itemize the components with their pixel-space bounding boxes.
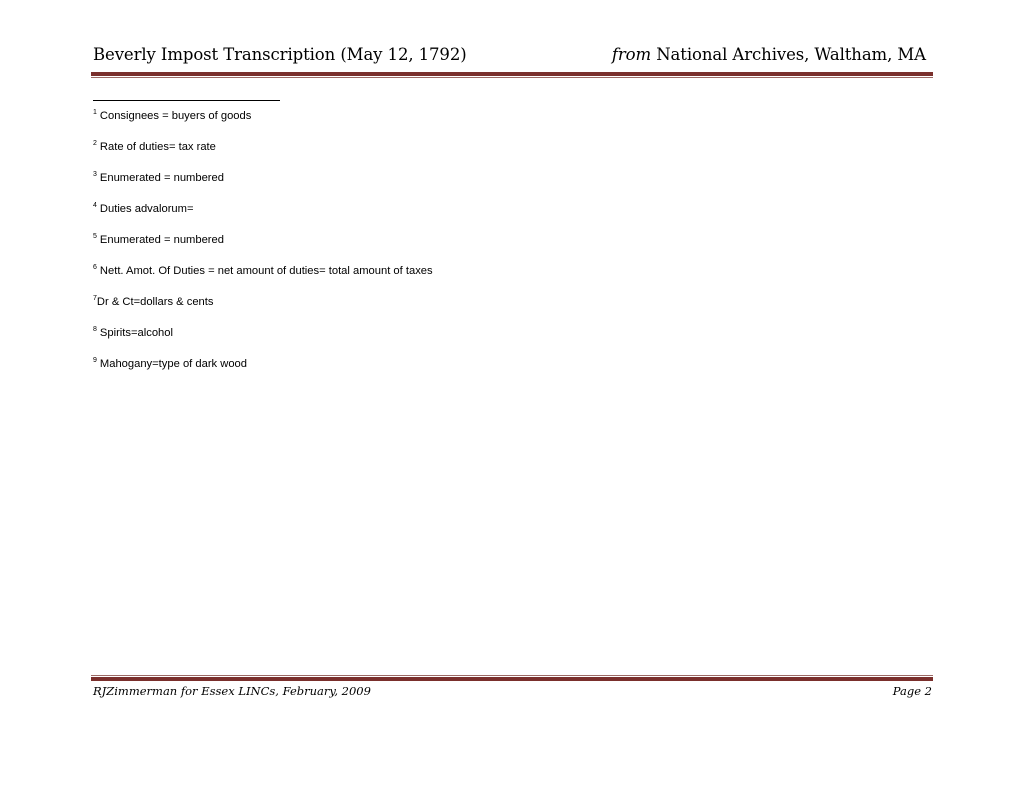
footnote-marker: 1 (93, 109, 97, 116)
footnote-3 (93, 170, 693, 201)
footnote-8 (93, 325, 693, 356)
page-footer (93, 684, 932, 700)
footnote-text: Enumerated = numbered (99, 234, 224, 246)
footnote-6 (93, 263, 693, 294)
footnote-marker: 2 (93, 140, 97, 147)
source-attribution (612, 45, 926, 64)
footnote-text: Duties advalorum= (99, 203, 194, 215)
footnote-marker: 7 (93, 295, 97, 302)
footnote-separator (93, 100, 280, 101)
footnote-4 (93, 201, 693, 232)
footnote-text: Rate of duties= tax rate (99, 141, 216, 153)
footer-credit: RJZimmerman for Essex LINCs, February, 2009 (93, 684, 371, 698)
document-title: Beverly Impost Transcription (May 12, 1792) (93, 45, 467, 64)
page-header (93, 45, 932, 71)
footnote-text: Spirits=alcohol (99, 327, 173, 339)
header-rule-thick (91, 72, 933, 76)
footnote-1 (93, 108, 693, 139)
page-number: Page 2 (892, 684, 932, 698)
footnote-marker: 9 (93, 357, 97, 364)
footnote-text: Dr & Ct=dollars & cents (96, 296, 214, 308)
header-rule-thin (91, 77, 933, 78)
footnote-9 (93, 356, 693, 387)
footnote-7 (93, 294, 693, 325)
footnote-text: Mahogany=type of dark wood (99, 358, 247, 370)
footnote-2 (93, 139, 693, 170)
footnote-marker: 5 (93, 233, 97, 240)
footnote-5 (93, 232, 693, 263)
footnote-list (93, 108, 693, 387)
footnote-marker: 4 (93, 202, 97, 209)
source-prefix: from (611, 45, 652, 64)
footnote-marker: 8 (93, 326, 97, 333)
footer-rule-thin (91, 675, 933, 676)
footnote-text: Consignees = buyers of goods (99, 110, 252, 122)
footer-rule-thick (91, 677, 933, 681)
source-name: National Archives, Waltham, MA (651, 45, 926, 64)
footnote-text: Nett. Amot. Of Duties = net amount of duties= total amount of taxes (99, 265, 433, 277)
footnote-marker: 3 (93, 171, 97, 178)
footnote-marker: 6 (93, 264, 97, 271)
footnote-text: Enumerated = numbered (99, 172, 224, 184)
